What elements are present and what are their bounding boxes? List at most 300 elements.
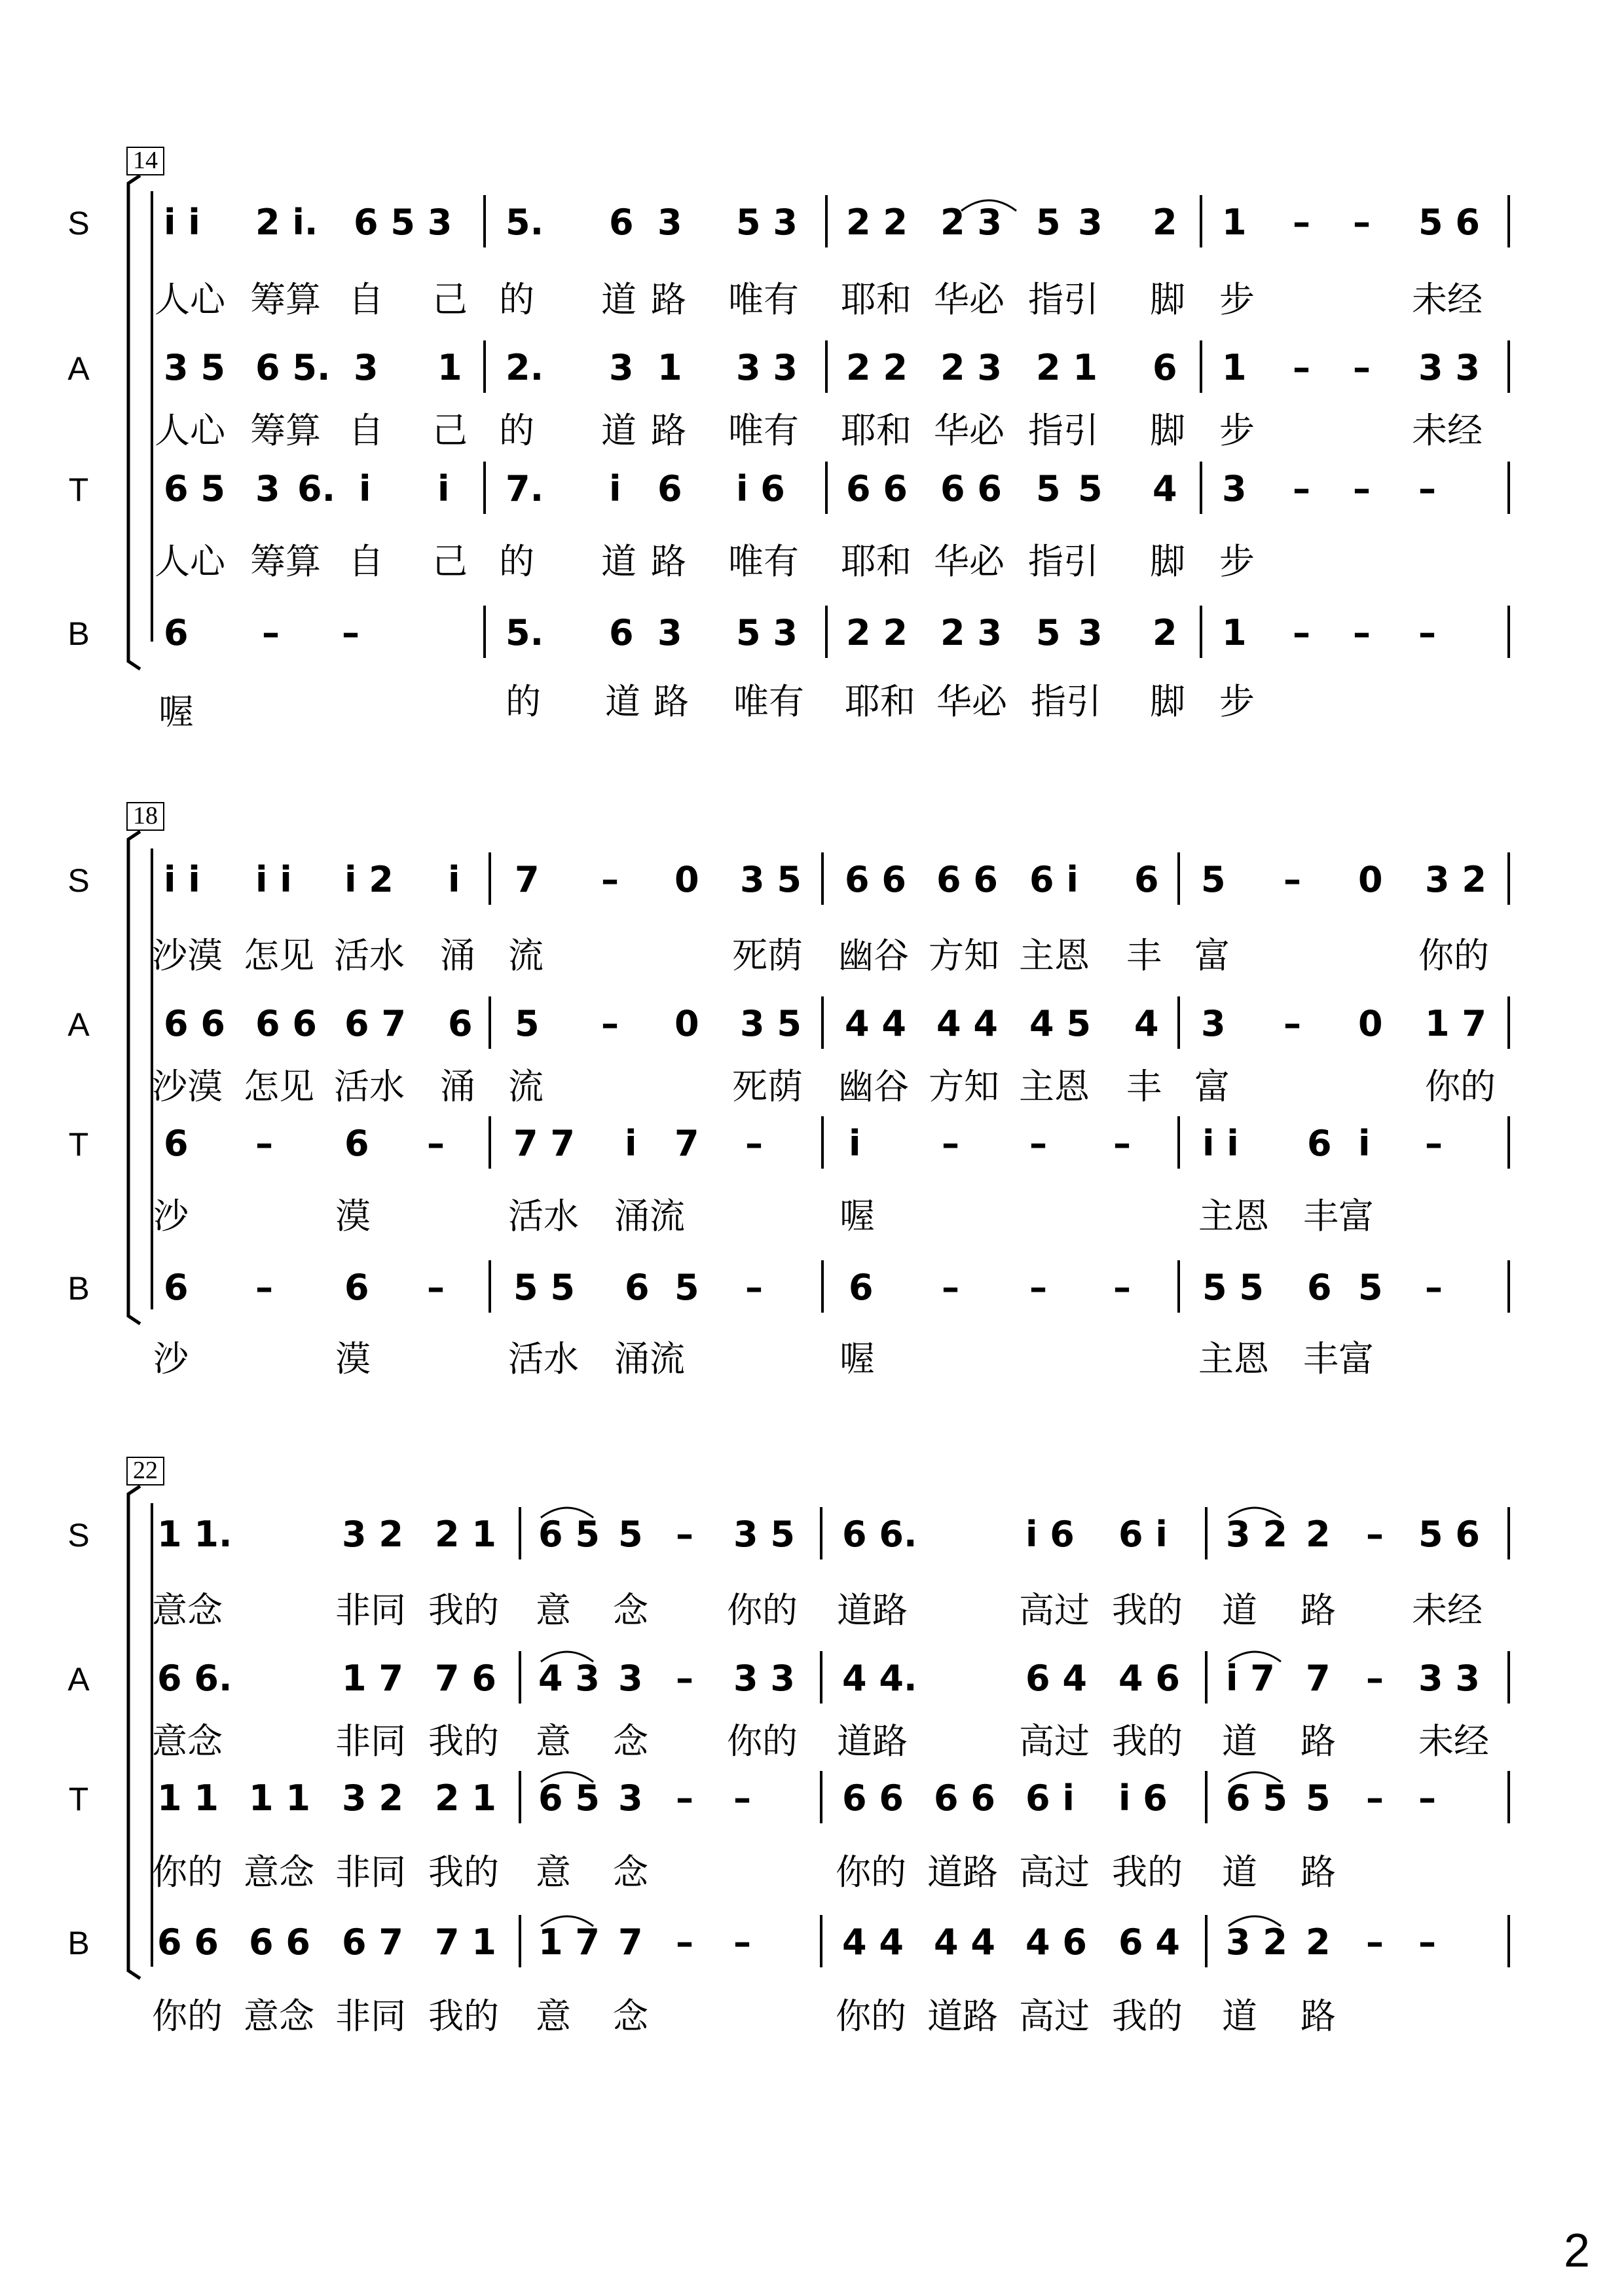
lyric: 的 [506, 681, 541, 722]
note-group: i i [1202, 1123, 1239, 1164]
note-group: 7 [515, 859, 540, 900]
note-group: 6 5 3 [354, 202, 452, 243]
lyric: 路 [1301, 1995, 1336, 2037]
lyric: 死荫 [732, 935, 803, 976]
note-group: i [359, 468, 371, 509]
system-3 [67, 1457, 1509, 2037]
note-group: 5 [1201, 859, 1226, 900]
note-group: – [1418, 468, 1436, 509]
lyrics-row-t [152, 1851, 1336, 1893]
note-group: – [255, 1123, 273, 1164]
note-group: i [437, 468, 450, 509]
note-group: 3 5 [733, 1514, 795, 1555]
lyric: 活水 [508, 1338, 579, 1379]
barlines [520, 1507, 1509, 1967]
lyric: 道 [1222, 1590, 1257, 1631]
lyric: 道 [1222, 1721, 1257, 1762]
lyrics-row-s [152, 1590, 1483, 1631]
note-group: 1 [1222, 202, 1247, 243]
note-group: 6 [1307, 1267, 1332, 1308]
lyric: 华必 [934, 410, 1005, 451]
note-group: 3 [618, 1777, 643, 1819]
lyric: 方知 [929, 935, 999, 976]
note-group: 4 3 [538, 1658, 600, 1699]
lyric: 涌 [440, 935, 475, 976]
note-group: 6 [609, 202, 634, 243]
notes-row-a [157, 1652, 1480, 1699]
lyric: 高过 [1019, 1851, 1090, 1893]
lyric: 沙漠 [152, 1066, 223, 1107]
notes-row-a [164, 1003, 1486, 1044]
note-group: 6 7 [344, 1003, 406, 1044]
lyrics-row-s [152, 935, 1489, 976]
lyric: 脚 [1150, 541, 1185, 582]
note-group: 5. [506, 612, 544, 653]
note-group: – [1366, 1514, 1384, 1555]
note-group: 7 [618, 1922, 643, 1963]
lyric: 我的 [1112, 1590, 1183, 1631]
lyric: 涌 [440, 1066, 475, 1107]
note-group: 1 7 [342, 1658, 403, 1699]
lyric: 高过 [1019, 1721, 1090, 1762]
note-group: i i [164, 859, 200, 900]
lyric: 的 [499, 541, 534, 582]
lyric: 丰富 [1303, 1195, 1374, 1237]
lyric: 沙 [153, 1195, 189, 1237]
lyric: 念 [613, 1590, 648, 1631]
lyrics-row-t [153, 1195, 1374, 1237]
note-group: 6 i [1118, 1514, 1168, 1555]
note-group: i 6 [736, 468, 785, 509]
lyric: 自 [348, 541, 384, 582]
lyric: 道 [605, 681, 640, 722]
lyric: 沙 [153, 1338, 189, 1379]
note-group: 6 6 [940, 468, 1002, 509]
lyric: 我的 [1112, 1995, 1183, 2037]
note-group: 2 1 [435, 1514, 496, 1555]
voice-label-t: T [68, 471, 89, 508]
note-group: 7 6 [435, 1658, 496, 1699]
note-group: 2 i. [255, 202, 318, 243]
lyric: 喔 [840, 1338, 875, 1379]
note-group: – [1425, 1267, 1443, 1308]
note-group: 5 3 [736, 612, 798, 653]
lyric: 死荫 [732, 1066, 803, 1107]
note-group: – [601, 859, 619, 900]
note-group: 6 7 [342, 1922, 403, 1963]
note-group: 5 [1036, 612, 1061, 653]
note-group: 1 [437, 347, 462, 388]
lyric: 你的 [1425, 1066, 1496, 1107]
note-group: 6 6 [842, 1777, 904, 1819]
lyric: 己 [432, 279, 468, 320]
lyric: 漠 [335, 1195, 371, 1237]
note-group: i [609, 468, 621, 509]
note-group: 6 6 [845, 859, 906, 900]
note-group: 1 [657, 347, 682, 388]
note-group: – [262, 612, 280, 653]
note-group: 3 2 [1226, 1514, 1287, 1555]
lyric: 沙漠 [152, 935, 223, 976]
note-group: – [733, 1922, 751, 1963]
note-group: 6 [1153, 347, 1177, 388]
note-group: 4 4 [845, 1003, 906, 1044]
note-group: 2 3 [940, 347, 1002, 388]
note-group: 6 [609, 612, 634, 653]
note-group: – [1366, 1777, 1384, 1819]
lyric: 未经 [1412, 279, 1483, 320]
note-group: 6 5 [164, 468, 225, 509]
note-group: 6 i [1029, 859, 1079, 900]
note-group: 1 7 [1425, 1003, 1486, 1044]
lyrics-row-b [158, 681, 1255, 733]
note-group: – [342, 612, 360, 653]
note-group: 5 [1036, 468, 1061, 509]
lyric: 你的 [727, 1721, 798, 1762]
lyric: 唯有 [728, 541, 799, 582]
note-group: 3 [1222, 468, 1247, 509]
lyric: 耶和 [841, 410, 912, 451]
notes-row-s [164, 859, 1486, 900]
lyric: 喔 [158, 691, 194, 733]
lyric: 道 [1222, 1851, 1257, 1893]
lyric: 华必 [934, 279, 1005, 320]
note-group: 6 4 [1025, 1658, 1087, 1699]
lyric: 耶和 [841, 279, 912, 320]
note-group: 4 6 [1025, 1922, 1087, 1963]
lyric: 活水 [334, 1066, 405, 1107]
note-group: 4 5 [1029, 1003, 1091, 1044]
note-group: 7 7 [513, 1123, 575, 1164]
voice-label-s: S [67, 205, 90, 242]
lyric: 你的 [836, 1851, 906, 1893]
note-group: 7 [1306, 1658, 1331, 1699]
note-group: 3 3 [1418, 347, 1480, 388]
note-group: i [625, 1123, 637, 1164]
lyric: 主恩 [1198, 1338, 1269, 1379]
note-group: 1 [1222, 347, 1247, 388]
note-group: 3 [657, 612, 682, 653]
note-group: 5 [1036, 202, 1061, 243]
voice-label-b: B [67, 615, 90, 652]
lyric: 指引 [1028, 279, 1099, 320]
note-group: 6 [625, 1267, 650, 1308]
lyric: 主恩 [1019, 1066, 1090, 1107]
note-group: 7 [674, 1123, 699, 1164]
note-group: 0 [1358, 859, 1383, 900]
note-group: – [1293, 347, 1310, 388]
lyric: 自 [348, 410, 384, 451]
note-group: 5 [515, 1003, 540, 1044]
lyric: 指引 [1028, 410, 1099, 451]
barlines [490, 852, 1509, 1313]
voice-label-a: A [67, 1006, 90, 1043]
lyric: 富 [1194, 1066, 1230, 1107]
note-group: 2 3 [940, 202, 1002, 243]
note-group: 4 4 [842, 1922, 904, 1963]
lyric: 道 [601, 410, 637, 451]
note-group: 3 [618, 1658, 643, 1699]
lyric: 念 [613, 1851, 648, 1893]
lyric: 非同 [335, 1721, 406, 1762]
note-group: 1 1 [249, 1777, 310, 1819]
note-group: 2 [1153, 612, 1177, 653]
lyrics-row-t [155, 541, 1255, 582]
lyric: 我的 [1112, 1851, 1183, 1893]
note-group: 3 5 [740, 859, 802, 900]
note-group: – [427, 1267, 445, 1308]
note-group: 6 6 [846, 468, 908, 509]
lyric: 步 [1219, 410, 1255, 451]
lyric: 路 [654, 681, 689, 722]
voice-label-a: A [67, 1661, 90, 1698]
note-group: – [1113, 1123, 1131, 1164]
note-group: 6 5 [1226, 1777, 1287, 1819]
note-group: 3 [1078, 612, 1103, 653]
system-bracket [128, 831, 140, 1324]
note-group: – [1293, 612, 1310, 653]
lyric: 怎见 [244, 935, 314, 976]
lyric: 涌流 [614, 1338, 685, 1379]
lyric: 己 [432, 541, 468, 582]
notes-row-b [157, 1916, 1436, 1963]
note-group: 2 [1306, 1922, 1331, 1963]
notes-row-b [164, 612, 1436, 653]
measure-number: 22 [133, 1457, 158, 1484]
lyric: 指引 [1028, 541, 1099, 582]
note-group: 1 1. [157, 1514, 232, 1555]
page-number: 2 [1563, 2225, 1591, 2277]
note-group: – [1353, 612, 1371, 653]
lyric: 己 [432, 410, 468, 451]
measure-number: 18 [133, 802, 158, 829]
lyric: 丰 [1126, 935, 1162, 976]
note-group: – [1293, 468, 1310, 509]
lyric: 流 [508, 935, 544, 976]
lyric: 脚 [1150, 410, 1185, 451]
note-group: 5 6 [1418, 202, 1480, 243]
lyric: 意 [536, 1995, 571, 2037]
voice-label-t: T [68, 1126, 89, 1163]
note-group: – [1418, 612, 1436, 653]
lyrics-row-s [155, 279, 1483, 320]
note-group: 4 6 [1118, 1658, 1180, 1699]
notes-row-t [164, 1123, 1443, 1164]
lyric: 意 [536, 1851, 571, 1893]
lyric: 念 [613, 1995, 648, 2037]
lyric: 人心 [155, 410, 225, 451]
note-group: 3 [609, 347, 634, 388]
note-group: 6 4 [1118, 1922, 1180, 1963]
voice-label-s: S [67, 1517, 90, 1554]
note-group: 4 4 [934, 1922, 995, 1963]
lyric: 意 [536, 1721, 571, 1762]
lyric: 喔 [840, 1195, 875, 1237]
lyric: 脚 [1150, 681, 1185, 722]
note-group: 6 [344, 1123, 369, 1164]
note-group: 4 [1153, 468, 1177, 509]
note-group: – [1353, 202, 1371, 243]
note-group: 2 2 [846, 347, 908, 388]
note-group: i [1358, 1123, 1371, 1164]
note-group: 0 [1358, 1003, 1383, 1044]
note-group: 6 6. [157, 1658, 232, 1699]
note-group: – [1418, 1777, 1436, 1819]
notes-row-a [164, 347, 1480, 388]
note-group: 6 6 [934, 1777, 995, 1819]
note-group: 2 1 [435, 1777, 496, 1819]
note-group: 3 3 [736, 347, 798, 388]
lyric: 我的 [428, 1721, 499, 1762]
note-group: 2 1 [1036, 347, 1098, 388]
lyric: 丰富 [1303, 1338, 1374, 1379]
note-group: i [849, 1123, 861, 1164]
note-group: 5 3 [736, 202, 798, 243]
lyric: 步 [1219, 279, 1255, 320]
measure-number: 14 [133, 147, 158, 174]
lyric: 漠 [335, 1338, 371, 1379]
note-group: – [1113, 1267, 1131, 1308]
lyric: 路 [1301, 1721, 1336, 1762]
lyric: 丰 [1126, 1066, 1162, 1107]
note-group: 3 2 [342, 1514, 403, 1555]
lyric: 道 [1222, 1995, 1257, 2037]
note-group: 5. [506, 202, 544, 243]
note-group: 6 [164, 1267, 189, 1308]
lyric: 指引 [1031, 681, 1101, 722]
note-group: i 2 [344, 859, 394, 900]
note-group: 3 [354, 347, 378, 388]
note-group: 6 6 [157, 1922, 219, 1963]
note-group: 2 [1306, 1514, 1331, 1555]
lyric: 步 [1219, 681, 1255, 722]
note-group: 1 [1222, 612, 1247, 653]
note-group: 4 4. [842, 1658, 917, 1699]
lyric: 路 [651, 279, 686, 320]
lyrics-row-a [152, 1066, 1496, 1107]
note-group: – [745, 1267, 763, 1308]
note-group: – [1418, 1922, 1436, 1963]
lyric: 我的 [428, 1851, 499, 1893]
note-group: – [733, 1777, 751, 1819]
lyric: 道路 [927, 1851, 998, 1893]
lyric: 的 [499, 410, 534, 451]
note-group: – [676, 1777, 693, 1819]
lyrics-row-a [155, 410, 1483, 451]
note-group: 6 6 [255, 1003, 317, 1044]
note-group: – [676, 1514, 693, 1555]
note-group: 6 [1307, 1123, 1332, 1164]
lyric: 未经 [1418, 1721, 1489, 1762]
lyric: 脚 [1150, 279, 1185, 320]
voice-label-s: S [67, 862, 90, 899]
notes-row-t [164, 468, 1436, 509]
note-group: – [1425, 1123, 1443, 1164]
note-group: 4 [1134, 1003, 1159, 1044]
note-group: 0 [674, 859, 699, 900]
lyric: 未经 [1412, 410, 1483, 451]
lyric: 路 [1301, 1590, 1336, 1631]
note-group: 1 7 [538, 1922, 600, 1963]
lyric: 幽谷 [838, 1066, 909, 1107]
lyrics-row-a [152, 1721, 1489, 1762]
note-group: 5 [1306, 1777, 1331, 1819]
system-1 [67, 147, 1509, 733]
lyric: 人心 [155, 541, 225, 582]
note-group: 4 4 [936, 1003, 998, 1044]
note-group: 3 [255, 468, 280, 509]
note-group: 6 5 [538, 1777, 600, 1819]
notes-row-s [164, 200, 1480, 243]
lyric: 道 [601, 279, 637, 320]
lyric: 华必 [934, 541, 1005, 582]
lyrics-row-b [153, 1338, 1374, 1379]
lyric: 怎见 [244, 1066, 314, 1107]
note-group: 2 2 [846, 202, 908, 243]
lyric: 活水 [508, 1195, 579, 1237]
lyric: 活水 [334, 935, 405, 976]
lyric: 你的 [152, 1995, 223, 2037]
note-group: – [1029, 1123, 1047, 1164]
note-group: 7. [506, 468, 544, 509]
note-group: – [745, 1123, 763, 1164]
lyric: 道路 [927, 1995, 998, 2037]
note-group: 5 [674, 1267, 699, 1308]
lyric: 我的 [428, 1995, 499, 2037]
note-group: 5 6 [1418, 1514, 1480, 1555]
lyric: 你的 [1418, 935, 1489, 976]
lyric: 富 [1194, 935, 1230, 976]
lyric: 意 [536, 1590, 571, 1631]
note-group: – [1353, 347, 1371, 388]
note-group: 6 6 [249, 1922, 310, 1963]
note-group: 6 [448, 1003, 473, 1044]
lyric: 华必 [936, 681, 1007, 722]
lyric: 路 [651, 541, 686, 582]
note-group: 1 1 [157, 1777, 219, 1819]
notes-row-t [157, 1772, 1436, 1819]
note-group: 6 [657, 468, 682, 509]
lyric: 你的 [727, 1590, 798, 1631]
note-group: – [1283, 1003, 1301, 1044]
note-group: i [448, 859, 460, 900]
note-group: – [676, 1658, 693, 1699]
note-group: 5 5 [513, 1267, 575, 1308]
note-group: – [1353, 468, 1371, 509]
lyric: 自 [348, 279, 384, 320]
voice-label-a: A [67, 350, 90, 387]
note-group: 3 [657, 202, 682, 243]
note-group: 6 [849, 1267, 874, 1308]
note-group: 3 2 [1226, 1922, 1287, 1963]
note-group: 6. [297, 468, 336, 509]
lyric: 道 [601, 541, 637, 582]
lyric: 意念 [244, 1995, 314, 2037]
lyric: 高过 [1019, 1995, 1090, 2037]
note-group: 5 5 [1202, 1267, 1264, 1308]
note-group: 3 [1201, 1003, 1226, 1044]
note-group: 6 5 [538, 1514, 600, 1555]
note-group: – [601, 1003, 619, 1044]
note-group: 3 3 [1418, 1658, 1480, 1699]
lyric: 非同 [335, 1590, 406, 1631]
lyric: 步 [1219, 541, 1255, 582]
lyric: 意念 [152, 1721, 223, 1762]
note-group: – [1366, 1658, 1384, 1699]
note-group: 3 2 [342, 1777, 403, 1819]
note-group: 2 2 [846, 612, 908, 653]
lyric: 唯有 [728, 279, 799, 320]
